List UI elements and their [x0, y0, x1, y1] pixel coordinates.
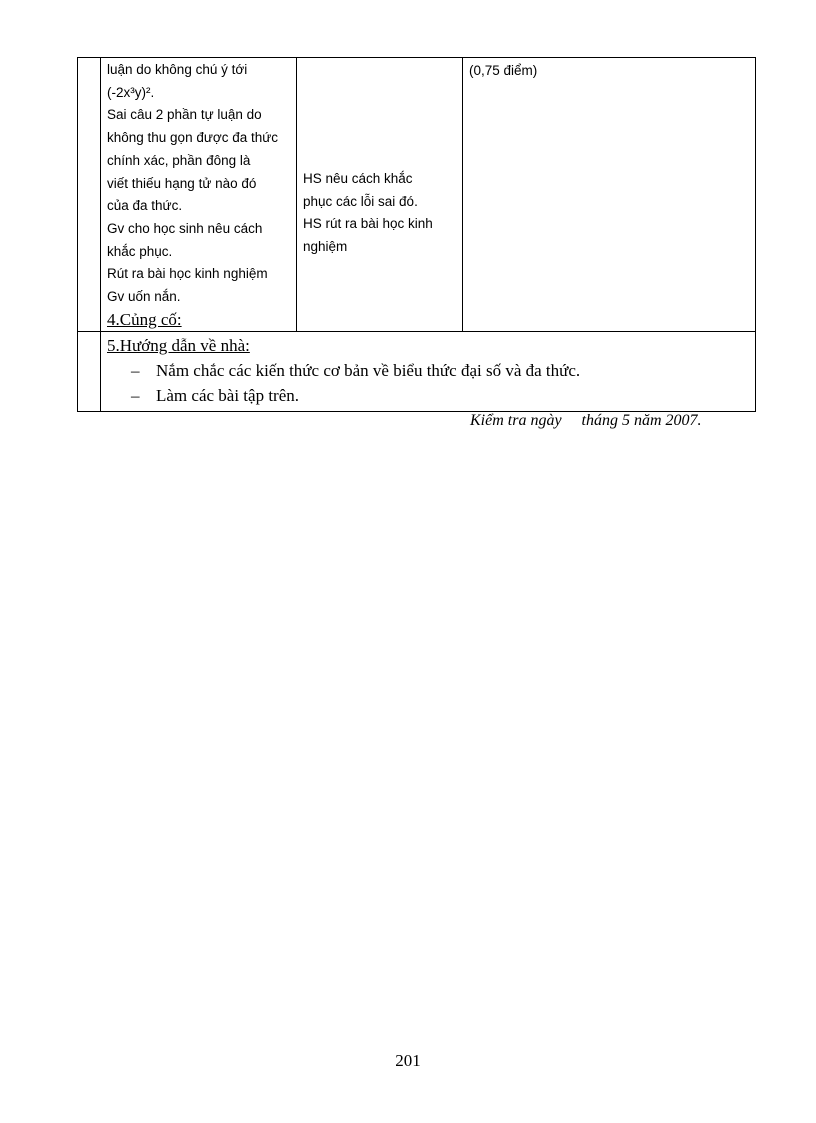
text-line: Gv uốn nắn. — [107, 289, 181, 305]
text-line: HS nêu cách khắc — [303, 171, 413, 186]
homework-item-text: Làm các bài tập trên. — [156, 385, 300, 405]
text-line: của đa thức. — [107, 198, 183, 214]
teacher-activity-cell — [101, 58, 297, 332]
text-line: không thu gọn được đa thức — [107, 130, 279, 146]
consolidation-heading: 4.Củng cố: — [107, 309, 182, 329]
page-number: 201 — [395, 1051, 421, 1070]
check-date-note: Kiểm tra ngày tháng 5 năm 2007. — [470, 412, 702, 429]
text-line: (-2x³y)². — [107, 84, 155, 100]
table-row — [78, 58, 756, 332]
text-line: luận do không chú ý tới — [107, 62, 248, 77]
narrow-cell — [78, 331, 101, 411]
list-item — [107, 358, 749, 383]
table-row — [78, 331, 756, 411]
text-line: khắc phục. — [107, 243, 173, 259]
student-activity-cell — [297, 58, 463, 332]
text-line: chính xác, phần đông là — [107, 152, 251, 168]
narrow-cell — [78, 58, 101, 332]
dash-bullet: – — [131, 360, 140, 380]
homework-cell — [101, 331, 756, 411]
text-line: nghiệm — [303, 239, 348, 255]
text-line: Rút ra bài học kinh nghiệm — [107, 266, 268, 282]
homework-heading: 5.Hướng dẫn về nhà: — [107, 335, 250, 355]
score-note: (0,75 điểm) — [469, 63, 538, 78]
list-item — [107, 383, 749, 408]
note-cell — [463, 58, 756, 332]
text-line: Gv cho học sinh nêu cách — [107, 220, 263, 236]
homework-item-text: Nắm chắc các kiến thức cơ bản về biểu thức đại số và đa thức. — [156, 360, 581, 380]
text-line: phục các lỗi sai đó. — [303, 193, 418, 209]
text-line: viết thiếu hạng tử nào đó — [107, 175, 257, 191]
text-line: Sai câu 2 phần tự luận do — [107, 107, 262, 123]
dash-bullet: – — [131, 385, 140, 405]
lesson-table — [77, 57, 756, 412]
text-line: HS rút ra bài học kinh — [303, 216, 433, 232]
